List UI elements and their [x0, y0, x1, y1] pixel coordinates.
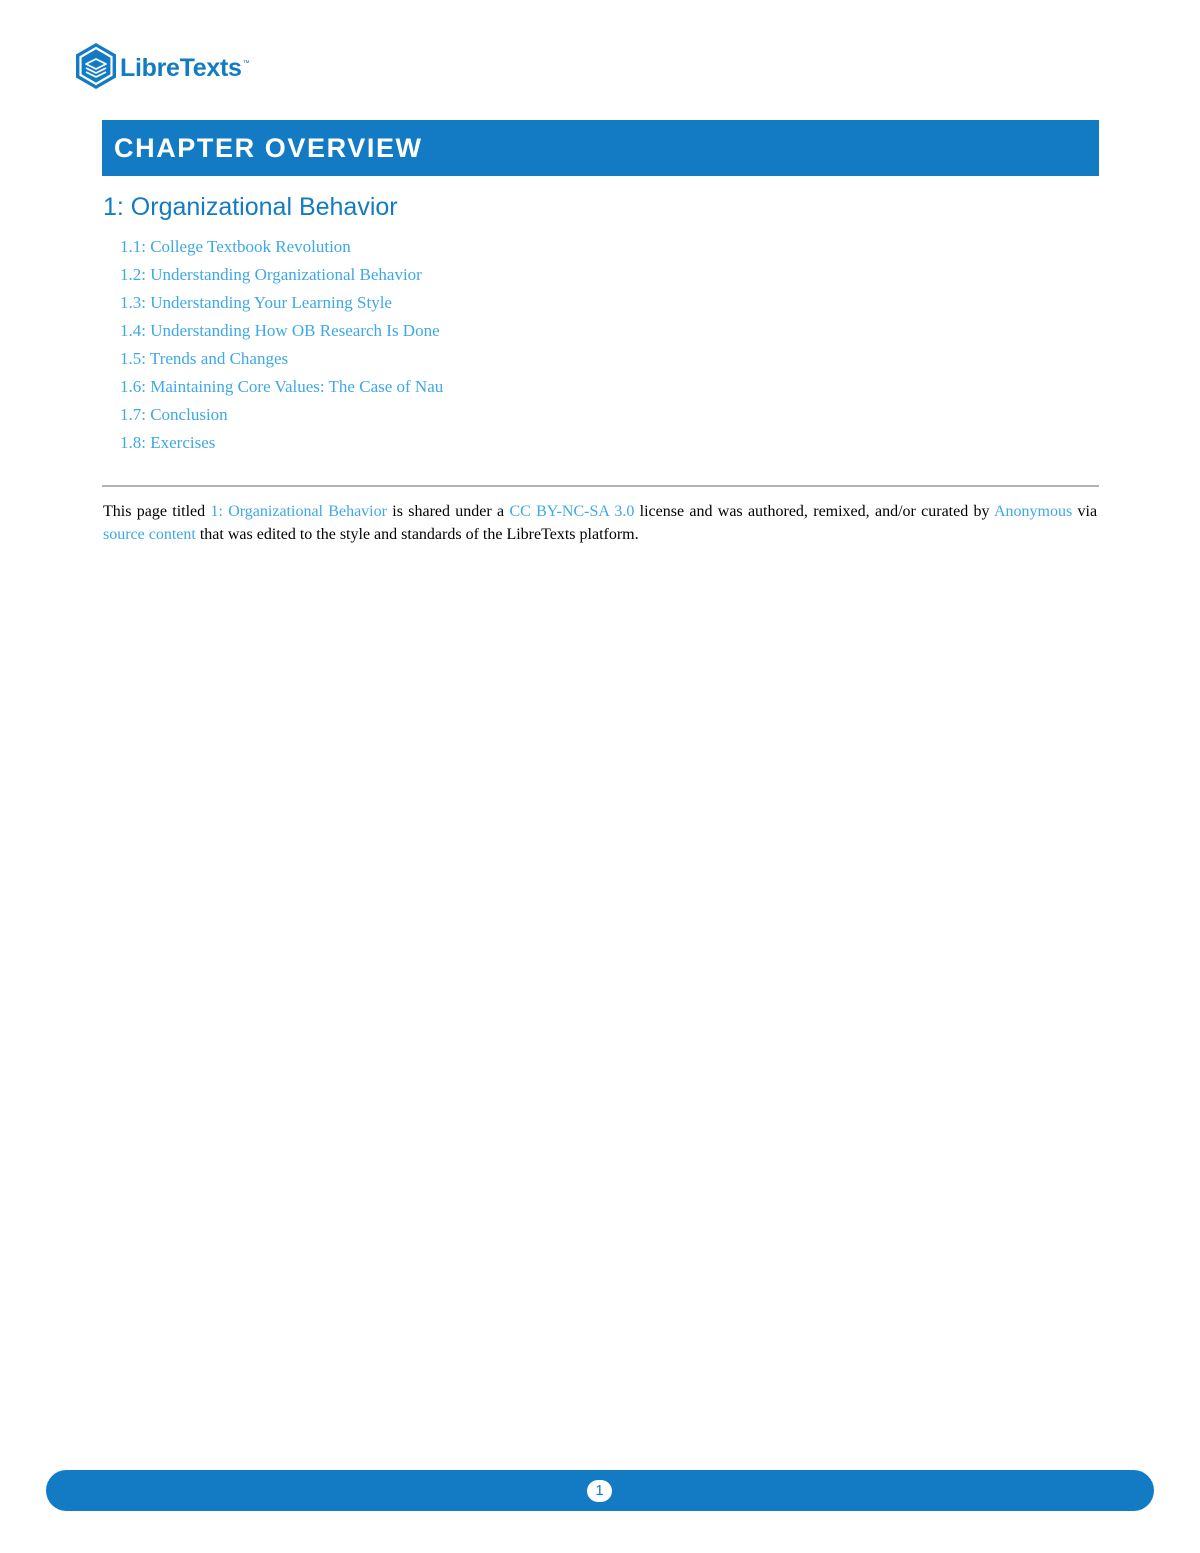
section-link[interactable]: 1.4: Understanding How OB Research Is Done: [120, 321, 440, 340]
section-link[interactable]: 1.2: Understanding Organizational Behavior: [120, 265, 422, 284]
libretexts-logo: [74, 42, 250, 90]
section-link[interactable]: 1.8: Exercises: [120, 433, 216, 452]
attribution-text-part: that was edited to the style and standards of the LibreTexts platform.: [195, 526, 639, 543]
logo-wordmark: LibreTexts: [120, 53, 242, 82]
section-link[interactable]: 1.1: College Textbook Revolution: [120, 237, 351, 256]
attribution-text-part: via: [1072, 503, 1098, 520]
divider: [102, 485, 1099, 487]
libretexts-logo-icon: [74, 42, 118, 90]
chapter-title[interactable]: 1: Organizational Behavior: [103, 193, 398, 221]
attribution-text: [103, 500, 1097, 546]
attribution-text-part: license and was authored, remixed, and/or curated by: [634, 503, 994, 520]
page-title-link[interactable]: 1: Organizational Behavior: [210, 503, 387, 520]
section-link[interactable]: 1.3: Understanding Your Learning Style: [120, 293, 392, 312]
source-content-link[interactable]: source content: [103, 526, 196, 543]
section-link[interactable]: 1.5: Trends and Changes: [120, 349, 289, 368]
banner-label: CHAPTER OVERVIEW: [114, 132, 423, 163]
license-link[interactable]: CC BY-NC-SA 3.0: [509, 503, 635, 520]
section-list: [120, 234, 443, 458]
section-link[interactable]: 1.7: Conclusion: [120, 405, 228, 424]
section-link[interactable]: 1.6: Maintaining Core Values: The Case of Nau: [120, 377, 444, 396]
author-link[interactable]: Anonymous: [993, 503, 1073, 520]
page-number: 1: [587, 1480, 612, 1502]
attribution-text-part: This page titled: [103, 503, 211, 520]
logo-trademark: ™: [242, 59, 250, 67]
chapter-overview-banner: [102, 120, 1099, 176]
attribution-text-part: is shared under a: [386, 503, 510, 520]
